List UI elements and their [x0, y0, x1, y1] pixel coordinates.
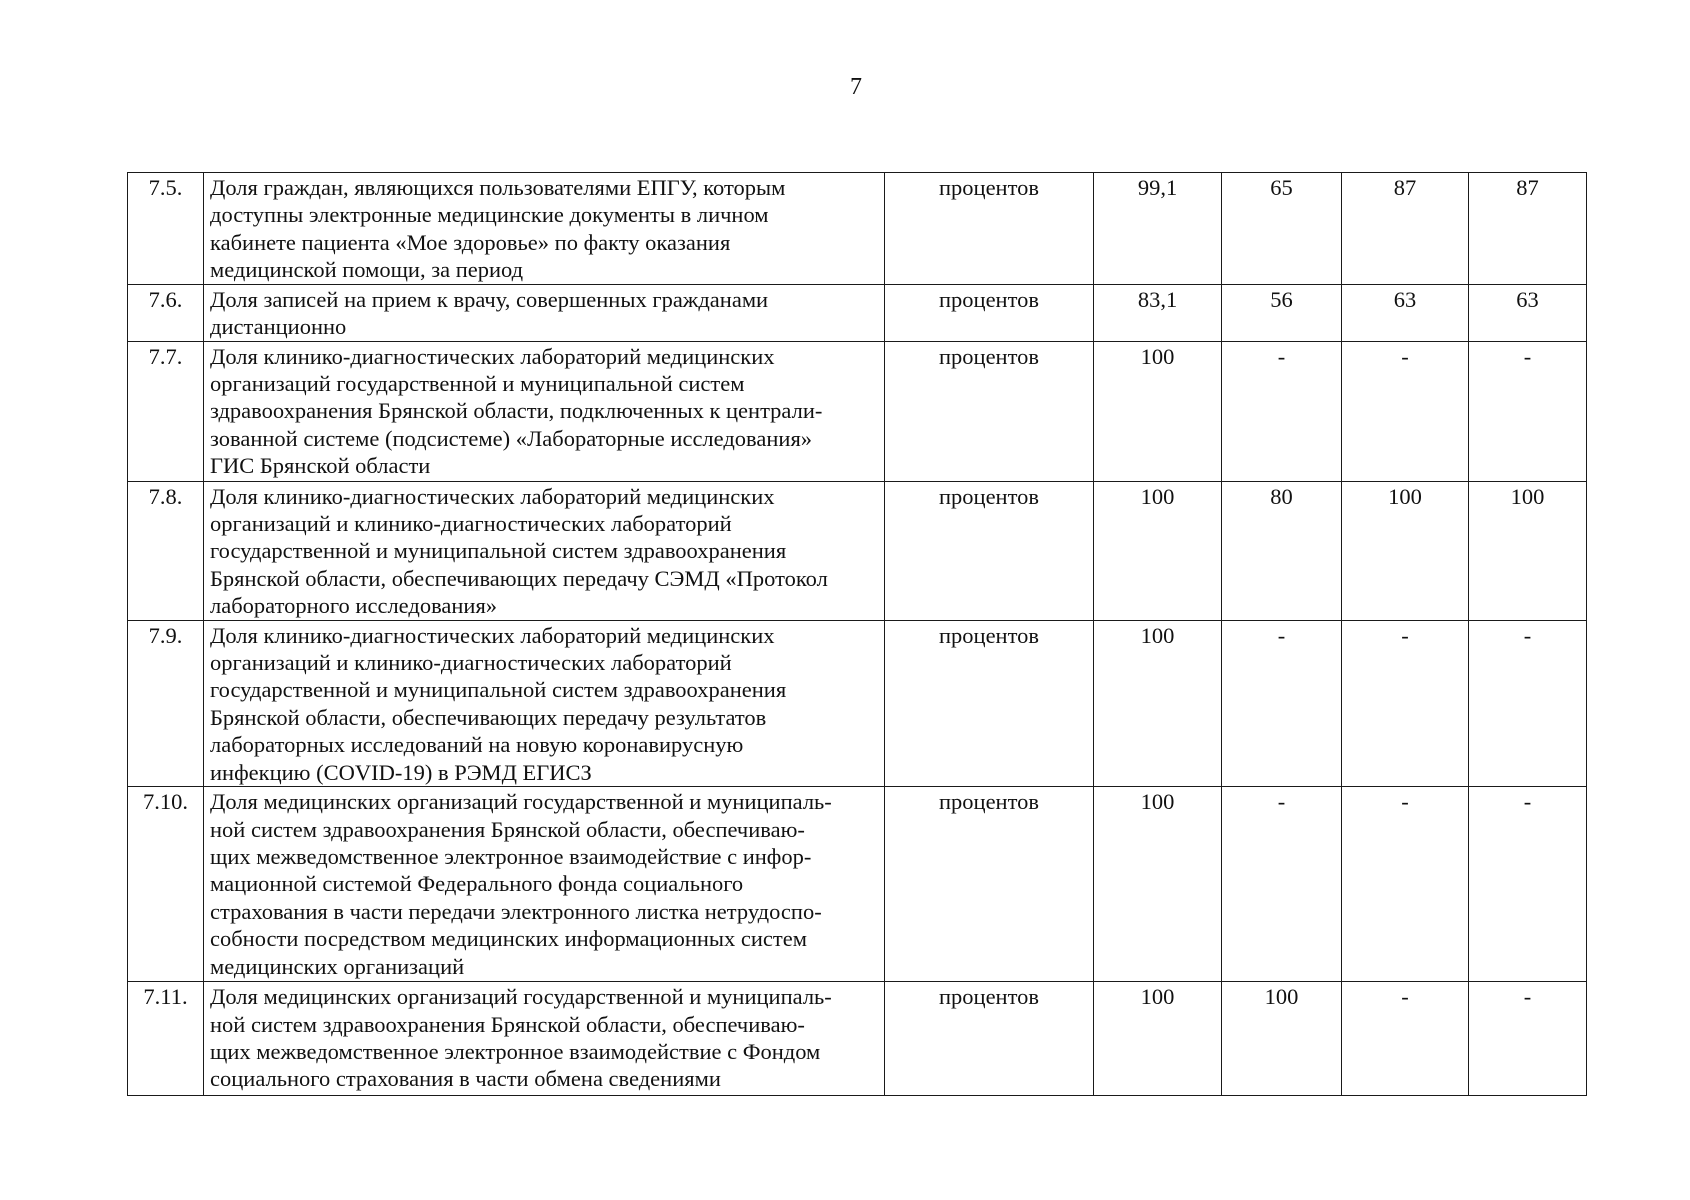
description-line: Доля медицинских организаций государственной и муниципаль-: [210, 984, 832, 1010]
unit-cell: процентов: [885, 620, 1094, 786]
value-cell: -: [1469, 787, 1587, 982]
unit-cell: процентов: [885, 982, 1094, 1096]
description-line: собности посредством медицинских информационных систем: [210, 926, 807, 952]
value-cell: 63: [1342, 284, 1469, 341]
page-number: 7: [850, 74, 862, 100]
description-line: организаций и клинико-диагностических лабораторий: [210, 511, 732, 537]
value-cell: 83,1: [1094, 284, 1222, 341]
description-line: Доля граждан, являющихся пользователями ЕПГУ, которым: [210, 175, 786, 200]
indicator-description: [204, 481, 885, 620]
description-line: страхования в части передачи электронного листка нетрудоспо-: [210, 898, 822, 924]
table-row: [128, 481, 1587, 620]
description-line: государственной и муниципальной систем здравоохранения: [210, 538, 787, 564]
description-line: щих межведомственное электронное взаимодействие с Фондом: [210, 1038, 821, 1064]
description-line: ной систем здравоохранения Брянской области, обеспечиваю-: [210, 816, 805, 842]
description-line: Брянской области, обеспечивающих передачу результатов: [210, 704, 767, 730]
indicator-description: [204, 341, 885, 481]
description-line: кабинете пациента «Мое здоровье» по факту оказания: [210, 229, 731, 255]
value-cell: -: [1222, 620, 1342, 786]
value-cell: 56: [1222, 284, 1342, 341]
value-cell: 80: [1222, 481, 1342, 620]
description-line: дистанционно: [210, 314, 347, 340]
description-line: доступны электронные медицинские документы в личном: [210, 202, 769, 228]
description-line: лабораторных исследований на новую коронавирусную: [210, 732, 744, 758]
row-number: 7.7.: [128, 341, 204, 481]
description-line: Доля клинико-диагностических лабораторий медицинских: [210, 343, 775, 369]
table-body: [128, 173, 1587, 1096]
unit-cell: процентов: [885, 481, 1094, 620]
description-line: щих межведомственное электронное взаимодействие с инфор-: [210, 843, 812, 869]
value-cell: -: [1469, 982, 1587, 1096]
value-cell: 100: [1094, 982, 1222, 1096]
description-line: социального страхования в части обмена сведениями: [210, 1066, 721, 1092]
description-line: организаций государственной и муниципальной систем: [210, 371, 745, 397]
value-cell: -: [1469, 341, 1587, 481]
description-line: Доля клинико-диагностических лабораторий медицинских: [210, 483, 775, 509]
value-cell: 99,1: [1094, 173, 1222, 285]
value-cell: -: [1222, 787, 1342, 982]
row-number: 7.11.: [128, 982, 204, 1096]
value-cell: -: [1469, 620, 1587, 786]
description-line: организаций и клинико-диагностических лабораторий: [210, 650, 732, 676]
value-cell: 63: [1469, 284, 1587, 341]
value-cell: 65: [1222, 173, 1342, 285]
description-line: инфекцию (COVID-19) в РЭМД ЕГИСЗ: [210, 759, 592, 785]
value-cell: -: [1222, 341, 1342, 481]
table-row: [128, 341, 1587, 481]
description-line: медицинской помощи, за период: [210, 257, 524, 283]
value-cell: 100: [1094, 620, 1222, 786]
description-line: мационной системой Федерального фонда социального: [210, 871, 744, 897]
value-cell: -: [1342, 620, 1469, 786]
value-cell: -: [1342, 982, 1469, 1096]
value-cell: -: [1342, 787, 1469, 982]
description-line: зованной системе (подсистеме) «Лабораторные исследования»: [210, 425, 813, 451]
description-line: ной систем здравоохранения Брянской области, обеспечиваю-: [210, 1011, 805, 1037]
row-number: 7.8.: [128, 481, 204, 620]
value-cell: 87: [1342, 173, 1469, 285]
value-cell: 100: [1094, 341, 1222, 481]
value-cell: 100: [1342, 481, 1469, 620]
table-row: [128, 173, 1587, 285]
value-cell: 100: [1094, 481, 1222, 620]
table-row: [128, 284, 1587, 341]
table-row: [128, 982, 1587, 1096]
indicator-description: [204, 982, 885, 1096]
indicators-table: [127, 172, 1587, 1096]
value-cell: 100: [1094, 787, 1222, 982]
value-cell: 100: [1222, 982, 1342, 1096]
table-row: [128, 787, 1587, 982]
indicator-description: [204, 173, 885, 285]
indicator-description: [204, 284, 885, 341]
unit-cell: процентов: [885, 341, 1094, 481]
unit-cell: процентов: [885, 173, 1094, 285]
row-number: 7.6.: [128, 284, 204, 341]
description-line: Доля медицинских организаций государственной и муниципаль-: [210, 789, 832, 815]
description-line: государственной и муниципальной систем здравоохранения: [210, 677, 787, 703]
description-line: Доля записей на прием к врачу, совершенных гражданами: [210, 286, 769, 312]
indicator-description: [204, 787, 885, 982]
description-line: Доля клинико-диагностических лабораторий медицинских: [210, 622, 775, 648]
description-line: здравоохранения Брянской области, подключенных к централи-: [210, 398, 823, 424]
value-cell: 87: [1469, 173, 1587, 285]
unit-cell: процентов: [885, 787, 1094, 982]
unit-cell: процентов: [885, 284, 1094, 341]
row-number: 7.10.: [128, 787, 204, 982]
indicator-description: [204, 620, 885, 786]
description-line: лабораторного исследования»: [210, 593, 498, 619]
description-line: медицинских организаций: [210, 953, 465, 979]
description-line: Брянской области, обеспечивающих передачу СЭМД «Протокол: [210, 565, 828, 591]
table-row: [128, 620, 1587, 786]
value-cell: -: [1342, 341, 1469, 481]
row-number: 7.9.: [128, 620, 204, 786]
description-line: ГИС Брянской области: [210, 453, 431, 479]
row-number: 7.5.: [128, 173, 204, 285]
value-cell: 100: [1469, 481, 1587, 620]
